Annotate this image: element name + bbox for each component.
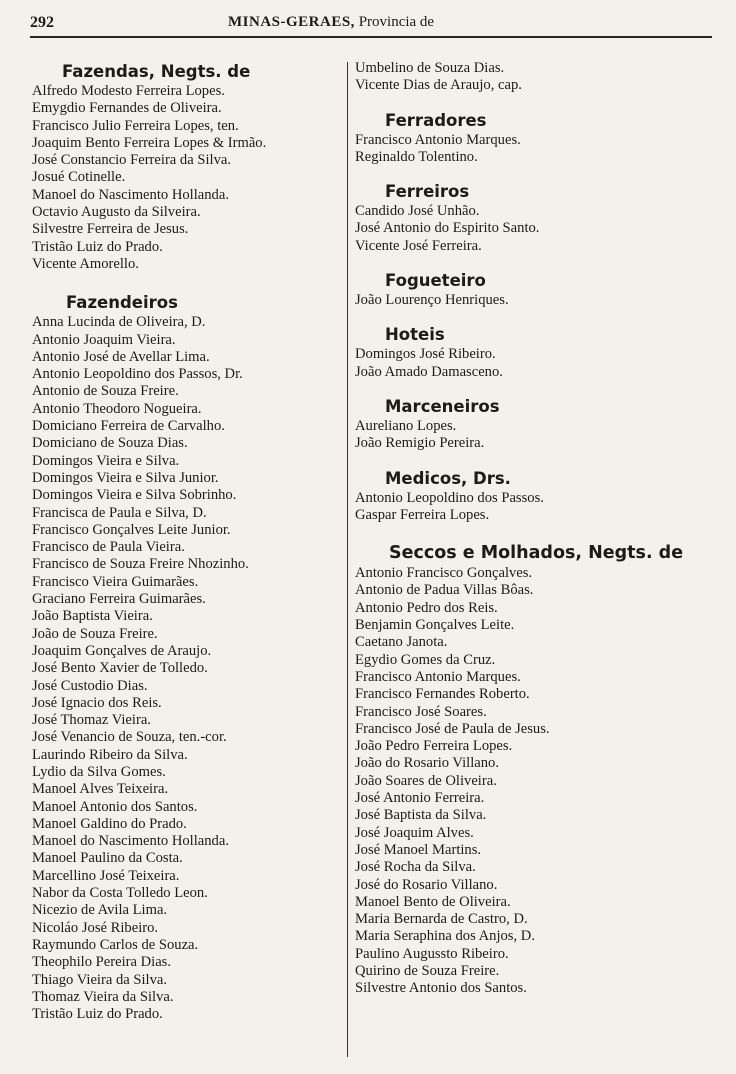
section-heading: Fogueteiro (385, 271, 486, 291)
page-number: 292 (30, 14, 54, 31)
directory-entry: José Baptista da Silva. (355, 807, 487, 824)
directory-entry: Octavio Augusto da Silveira. (32, 204, 201, 221)
directory-entry: Paulino Augussto Ribeiro. (355, 945, 509, 962)
directory-entry: Antonio Joaquim Vieira. (32, 331, 176, 348)
directory-entry: Candido José Unhão. (355, 203, 480, 220)
directory-entry: Gaspar Ferreira Lopes. (355, 506, 490, 523)
entry-list (32, 314, 344, 1023)
directory-entry: José Rocha da Silva. (355, 859, 476, 876)
directory-entry: Antonio de Souza Freire. (32, 383, 179, 400)
directory-entry: Francisco Julio Ferreira Lopes, ten. (32, 117, 239, 134)
section-heading: Ferradores (385, 110, 487, 130)
directory-entry: Antonio José de Avellar Lima. (32, 348, 210, 365)
section-hoteis (355, 323, 725, 381)
directory-entry: José Thomaz Vieira. (32, 712, 151, 729)
directory-entry: José Venancio de Souza, ten.-cor. (32, 729, 227, 746)
directory-entry: Silvestre Antonio dos Santos. (355, 980, 527, 997)
running-title (228, 14, 434, 31)
directory-entry: Theophilo Pereira Dias. (32, 954, 172, 971)
directory-entry: Francisco de Souza Freire Nhozinho. (32, 556, 249, 573)
directory-entry: Emygdio Fernandes de Oliveira. (32, 100, 222, 117)
directory-entry: Antonio Francisco Gonçalves. (355, 565, 533, 582)
region-label: Provincia de (358, 14, 435, 30)
directory-entry: João Remigio Pereira. (355, 435, 485, 452)
entry-list (355, 292, 725, 309)
directory-entry: Francisco de Paula Vieira. (32, 539, 185, 556)
continued-entry-list (355, 60, 725, 95)
directory-entry: Manoel Paulino da Costa. (32, 850, 183, 867)
directory-entry: Joaquim Bento Ferreira Lopes & Irmão. (32, 134, 267, 151)
directory-entry: Quirino de Souza Freire. (355, 962, 500, 979)
directory-entry: Antonio Pedro dos Reis. (355, 599, 498, 616)
directory-entry: José Antonio do Espirito Santo. (355, 220, 540, 237)
right-column (355, 60, 725, 998)
directory-entry: Aureliano Lopes. (355, 417, 457, 434)
directory-entry: Egydio Gomes da Cruz. (355, 651, 496, 668)
section-fazendas (32, 60, 344, 273)
directory-entry: Manoel do Nascimento Hollanda. (32, 186, 229, 203)
directory-entry: Francisca de Paula e Silva, D. (32, 504, 207, 521)
entry-list (355, 418, 725, 453)
directory-entry: Maria Seraphina dos Anjos, D. (355, 928, 535, 945)
directory-entry: Joaquim Gonçalves de Araujo. (32, 642, 212, 659)
column-divider (347, 62, 348, 1057)
directory-entry: Caetano Janota. (355, 634, 448, 651)
entry-list (355, 346, 725, 381)
directory-entry: Manoel do Nascimento Hollanda. (32, 833, 229, 850)
directory-entry: Francisco Gonçalves Leite Junior. (32, 521, 231, 538)
header-rule (30, 36, 712, 38)
directory-entry: João Pedro Ferreira Lopes. (355, 738, 513, 755)
directory-entry: João Soares de Oliveira. (355, 772, 497, 789)
directory-entry: Domingos Vieira e Silva Junior. (32, 469, 219, 486)
directory-entry: Vicente Dias de Araujo, cap. (355, 77, 522, 94)
directory-entry: Anna Lucinda de Oliveira, D. (32, 314, 206, 331)
directory-entry: Nabor da Costa Tolledo Leon. (32, 885, 208, 902)
directory-entry: Domingos José Ribeiro. (355, 346, 496, 363)
section-heading: Fazendeiros (66, 293, 178, 313)
directory-entry: Marcellino José Teixeira. (32, 867, 180, 884)
directory-entry: Francisco José de Paula de Jesus. (355, 720, 550, 737)
directory-entry: Manoel Alves Teixeira. (32, 781, 169, 798)
directory-entry: Maria Bernarda de Castro, D. (355, 911, 528, 928)
directory-entry: João de Souza Freire. (32, 625, 158, 642)
section-ferradores (355, 109, 725, 167)
directory-entry: Manoel Galdino do Prado. (32, 815, 187, 832)
directory-entry: Alfredo Modesto Ferreira Lopes. (32, 83, 225, 99)
directory-entry: Vicente Amorello. (32, 255, 139, 272)
section-heading: Marceneiros (385, 396, 500, 416)
section-marceneiros (355, 395, 725, 453)
directory-entry: Tristão Luiz do Prado. (32, 1006, 163, 1023)
entry-list (355, 490, 725, 525)
directory-entry: João Amado Damasceno. (355, 363, 503, 380)
directory-entry: Umbelino de Souza Dias. (355, 60, 505, 76)
directory-entry: Manoel Bento de Oliveira. (355, 893, 511, 910)
directory-entry: Lydio da Silva Gomes. (32, 763, 166, 780)
section-ferreiros (355, 180, 725, 255)
directory-entry: João Baptista Vieira. (32, 608, 153, 625)
directory-entry: Raymundo Carlos de Souza. (32, 936, 199, 953)
section-fazendeiros (32, 291, 344, 1023)
section-heading: Fazendas, Negts. de (62, 62, 251, 81)
directory-entry: Reginaldo Tolentino. (355, 148, 478, 165)
section-heading: Hoteis (385, 325, 445, 345)
directory-entry: Domingos Vieira e Silva Sobrinho. (32, 487, 237, 504)
section-heading: Seccos e Molhados, Negts. de (389, 543, 684, 564)
section-medicos (355, 467, 725, 525)
directory-entry: José Joaquim Alves. (355, 824, 474, 841)
state-name: MINAS-GERAES, (228, 14, 355, 30)
entry-list (355, 565, 725, 997)
directory-entry: José Manoel Martins. (355, 841, 482, 858)
directory-entry: José Ignacio dos Reis. (32, 694, 162, 711)
directory-entry: Thomaz Vieira da Silva. (32, 988, 174, 1005)
directory-entry: Laurindo Ribeiro da Silva. (32, 746, 188, 763)
left-column (32, 60, 344, 1023)
section-fogueteiro (355, 269, 725, 309)
directory-entry: Silvestre Ferreira de Jesus. (32, 221, 189, 238)
entry-list (32, 83, 344, 273)
directory-entry: Francisco Antonio Marques. (355, 131, 521, 148)
directory-entry: Manoel Antonio dos Santos. (32, 798, 198, 815)
directory-entry: Josué Cotinelle. (32, 169, 126, 186)
directory-entry: Graciano Ferreira Guimarães. (32, 591, 206, 608)
directory-entry: Nicezio de Avila Lima. (32, 902, 168, 919)
directory-entry: Antonio Leopoldino dos Passos, Dr. (32, 366, 243, 383)
entry-list (355, 132, 725, 167)
section-seccos-molhados (355, 542, 725, 997)
directory-entry: Nicoláo José Ribeiro. (32, 919, 159, 936)
directory-entry: Francisco Vieira Guimarães. (32, 573, 199, 590)
directory-entry: Francisco Fernandes Roberto. (355, 686, 530, 703)
directory-entry: José Antonio Ferreira. (355, 790, 485, 807)
directory-entry: Antonio Theodoro Nogueira. (32, 400, 202, 417)
directory-entry: Vicente José Ferreira. (355, 237, 482, 254)
directory-entry: Thiago Vieira da Silva. (32, 971, 168, 988)
directory-entry: José do Rosario Villano. (355, 876, 498, 893)
directory-entry: José Bento Xavier de Tolledo. (32, 660, 208, 677)
directory-entry: Tristão Luiz do Prado. (32, 238, 163, 255)
section-heading: Ferreiros (385, 182, 470, 202)
directory-entry: João Lourenço Henriques. (355, 292, 509, 309)
directory-entry: José Constancio Ferreira da Silva. (32, 152, 231, 169)
directory-entry: Benjamin Gonçalves Leite. (355, 617, 515, 634)
directory-entry: João do Rosario Villano. (355, 755, 499, 772)
entry-list (355, 203, 725, 255)
directory-entry: José Custodio Dias. (32, 677, 148, 694)
directory-entry: Domingos Vieira e Silva. (32, 452, 180, 469)
directory-entry: Domiciano de Souza Dias. (32, 435, 188, 452)
directory-entry: Francisco José Soares. (355, 703, 487, 720)
directory-entry: Antonio de Padua Villas Bôas. (355, 582, 534, 599)
directory-entry: Domiciano Ferreira de Carvalho. (32, 418, 225, 435)
directory-entry: Antonio Leopoldino dos Passos. (355, 489, 544, 506)
directory-entry: Francisco Antonio Marques. (355, 668, 521, 685)
section-heading: Medicos, Drs. (385, 468, 511, 488)
